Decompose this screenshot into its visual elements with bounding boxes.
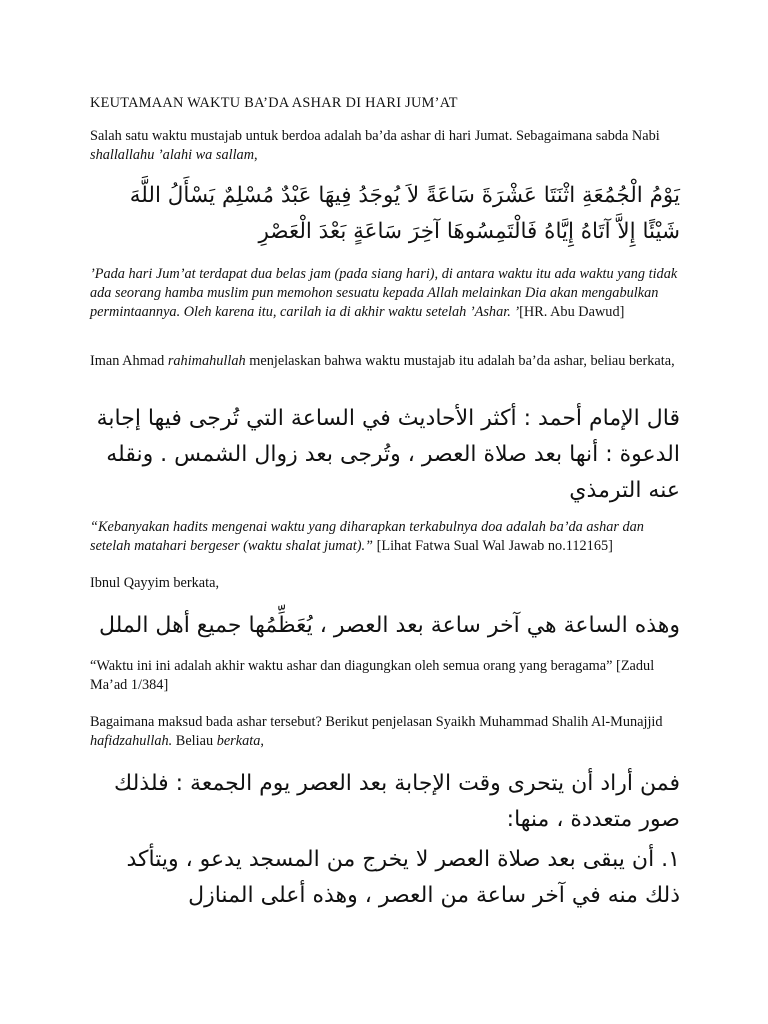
intro-text: Salah satu waktu mustajab untuk berdoa adalah ba’da ashar di hari Jumat. Sebagaimana sabda Nabi [90,128,660,144]
hadith-translation [90,265,680,322]
hadith-arabic: يَوْمُ الْجُمُعَةِ اثْنَتَا عَشْرَةَ سَاعَةً لاَ يُوجَدُ فِيهَا عَبْدٌ مُسْلِمٌ يَسْأَلُ اللَّهَ شَيْئًا إِلاَّ آتَاهُ إِيَّاهُ فَالْتَمِسُوهَا آخِرَ سَاعَةٍ بَعْدَ الْعَصْرِ [129,183,680,244]
munajjid-point-1: ١. أن يبقى بعد صلاة العصر لا يخرج من المسجد يدعو ، ويتأكد ذلك منه في آخر ساعة من العصر ، وهذه أعلى المنازل [126,847,680,908]
ahmad-arabic: قال الإمام أحمد : أكثر الأحاديث في الساعة التي تُرجى فيها إجابة الدعوة : أنها بعد صلاة العصر ، وتُرجى بعد زوال الشمس . ونقله عنه الترمذي [96,406,680,503]
ahmad-intro-text: Iman Ahmad [90,353,168,369]
munajjid-arabic: فمن أراد أن يتحرى وقت الإجابة بعد العصر يوم الجمعة : فلذلك صور متعددة ، منها: [114,771,680,832]
intro-tail: , [254,147,258,163]
qayyim-arabic: وهذه الساعة هي آخر ساعة بعد العصر ، يُعَظِّمُها جميع أهل الملل [98,613,680,638]
hadith-reference: [HR. Abu Dawud] [519,304,625,320]
ahmad-translation-italic: “Kebanyakan hadits mengenai waktu yang diharapkan terkabulnya doa adalah ba’da ashar dan setelah matahari bergeser (waktu shalat jumat).” [90,519,644,554]
document-title: KEUTAMAAN WAKTU BA’DA ASHAR DI HARI JUM’AT [90,95,458,111]
ahmad-intro-paragraph [90,352,680,371]
ahmad-intro-tail: menjelaskan bahwa waktu mustajab itu adalah ba’da ashar, beliau berkata, [245,353,675,369]
intro-paragraph [90,127,680,165]
munajjid-intro-paragraph [90,713,680,751]
hadith-translation-italic: ’Pada hari Jum’at terdapat dua belas jam (pada siang hari), di antara waktu itu ada waktu yang tidak ada seorang hamba muslim pun memohon sesuatu kepada Allah melainkan Dia akan mengabulkan permintaannya. Oleh karena itu, carilah ia di akhir waktu setelah ’Ashar. ’ [90,266,678,320]
ahmad-reference: [Lihat Fatwa Sual Wal Jawab no.112165] [376,538,613,554]
intro-italic: shallallahu ’alahi wa sallam [90,147,255,163]
munajjid-intro-mid: Beliau [172,733,217,749]
ahmad-translation [90,518,680,556]
qayyim-intro: Ibnul Qayyim berkata, [90,575,220,591]
munajjid-intro-text: Bagaimana maksud bada ashar tersebut? Berikut penjelasan Syaikh Muhammad Shalih Al-Munajjid [90,714,663,730]
munajjid-intro-italic: hafidzahullah. [90,733,173,749]
munajjid-intro-tail: , [260,733,264,749]
qayyim-translation: “Waktu ini ini adalah akhir waktu ashar dan diagungkan oleh semua orang yang beragama” [Zadul Ma’ad 1/384] [90,658,655,693]
ahmad-intro-italic: rahimahullah [167,353,246,369]
munajjid-intro-italic2: berkata [216,733,261,749]
